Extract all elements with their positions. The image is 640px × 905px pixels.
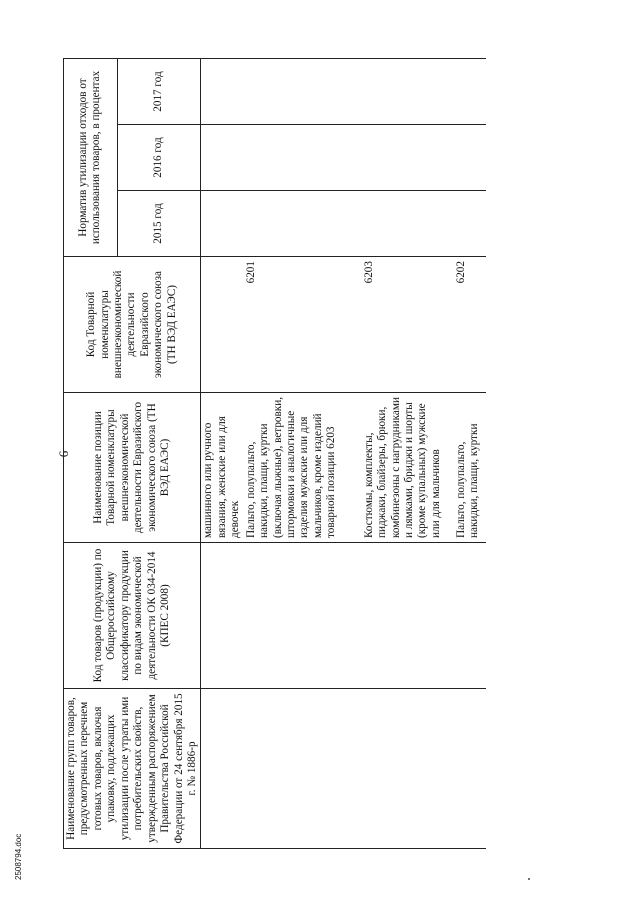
rotated-page	[48, 59, 633, 849]
waste-norms-table	[63, 58, 486, 849]
header-row	[64, 59, 118, 849]
document-file-code: 2508794.doc	[14, 833, 23, 880]
table-row	[201, 59, 244, 849]
table-row	[362, 59, 454, 849]
header-tnved-code: Код Товарной номенклатуры внешнеэкономической деятельности Евразийского экономического союза (ТН ВЭД ЕАЭС)	[64, 257, 201, 393]
table-row	[244, 59, 362, 849]
table-row	[454, 59, 486, 849]
header-group-name: Наименование групп товаров, предусмотренных перечнем готовых товаров, включая упаковку, подлежащих утилизации после утраты ими потребительских свойств, утвержденным распоряжением Правительства Российской Федерации от 24 сентября 2015 г. № 1886-р	[64, 689, 201, 849]
tnved-code-cell	[201, 257, 244, 393]
position-name-cell: Костюмы, комплекты, пиджаки, блайзеры, брюки, комбинезоны с нагрудниками и лямками, бриджи и шорты (кроме купальных) мужские или для мальчиков	[362, 393, 454, 543]
position-name-cell: машинного или ручного вязания, женские или для девочек	[201, 393, 244, 543]
header-position-name: Наименование позиции Товарной номенклатуры внешнеэкономической деятельности Евразийского экономического союза (ТН ВЭД ЕАЭС)	[64, 393, 201, 543]
page-number: 6	[56, 450, 71, 458]
tnved-code-cell: 6201	[244, 257, 362, 393]
header-year-2017: 2017 год	[117, 59, 201, 125]
scan-artifact	[528, 878, 530, 880]
header-year-2015: 2015 год	[117, 191, 201, 257]
tnved-code-cell: 6203	[362, 257, 454, 393]
position-name-cell: Пальто, полупальто, накидки, плащи, куртки	[454, 393, 486, 543]
position-name-cell: Пальто, полупальто, накидки, плащи, куртки (включая лыжные), ветровки, штормовки и аналогичные изделия мужские или для мальчиков, кроме изделий товарной позиции 6203	[244, 393, 362, 543]
header-norm: Норматив утилизации отходов от использования товаров, в процентах	[64, 59, 118, 257]
tnved-code-cell: 6202	[454, 257, 486, 393]
header-year-2016: 2016 год	[117, 125, 201, 191]
header-okpd-code: Код товаров (продукции) по Общероссийскому классификатору продукции по видам экономической деятельности ОК 034-2014 (КПЕС 2008)	[64, 543, 201, 689]
